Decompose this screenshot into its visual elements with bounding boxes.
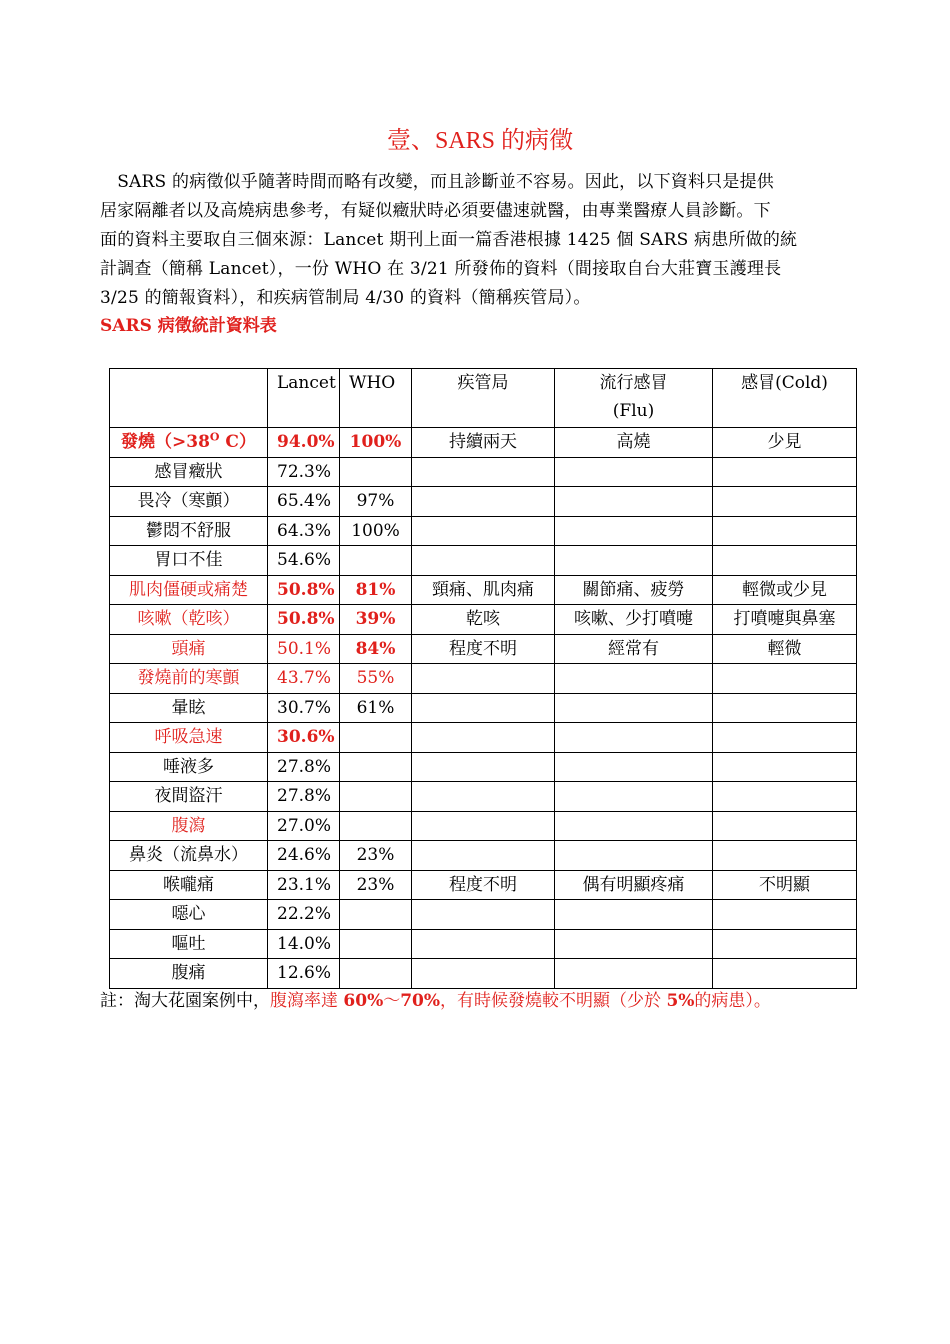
cold-cell — [713, 546, 857, 576]
cdc-cell — [412, 752, 555, 782]
flu-cell: 經常有 — [555, 634, 713, 664]
header-flu — [555, 369, 713, 428]
header-cdc: 疾管局 — [412, 369, 555, 428]
who-cell — [340, 782, 412, 812]
symptom-cell — [110, 428, 268, 458]
symptom-cell: 腹痛 — [110, 959, 268, 989]
cdc-cell — [412, 664, 555, 694]
cold-cell — [713, 841, 857, 871]
flu-cell — [555, 516, 713, 546]
symptom-cell: 頭痛 — [110, 634, 268, 664]
paragraph-line: 面的資料主要取自三個來源：Lancet 期刊上面一篇香港根據 1425 個 SARS 病患所做的統 — [100, 230, 798, 250]
flu-cell: 高燒 — [555, 428, 713, 458]
note-highlight-f: 5% — [666, 991, 695, 1011]
who-cell: 97% — [340, 487, 412, 517]
cdc-cell — [412, 900, 555, 930]
cdc-cell — [412, 457, 555, 487]
symptom-cell: 暈眩 — [110, 693, 268, 723]
note-highlight-b: 60% — [343, 991, 384, 1011]
lancet-cell: 14.0% — [268, 929, 340, 959]
flu-cell — [555, 929, 713, 959]
degree-superscript: O — [209, 430, 220, 444]
who-cell — [340, 959, 412, 989]
cdc-cell — [412, 841, 555, 871]
cold-cell — [713, 900, 857, 930]
cold-cell: 輕微或少見 — [713, 575, 857, 605]
lancet-cell: 50.8% — [268, 605, 340, 635]
header-lancet: Lancet — [268, 369, 340, 428]
lancet-cell: 27.8% — [268, 752, 340, 782]
note-highlight-c: ～ — [383, 991, 401, 1011]
symptom-cell: 咳嗽（乾咳） — [110, 605, 268, 635]
lancet-cell: 27.0% — [268, 811, 340, 841]
page-title: 壹、SARS 的病徵 — [386, 128, 574, 154]
who-cell: 61% — [340, 693, 412, 723]
symptom-cell: 夜間盜汗 — [110, 782, 268, 812]
header-flu-sub: (Flu) — [612, 401, 655, 421]
cold-cell — [713, 457, 857, 487]
who-cell: 84% — [340, 634, 412, 664]
cold-cell: 輕微 — [713, 634, 857, 664]
who-cell: 23% — [340, 870, 412, 900]
table-title: SARS 病徵統計資料表 — [100, 316, 277, 336]
flu-cell — [555, 900, 713, 930]
lancet-cell: 23.1% — [268, 870, 340, 900]
symptom-text: 發燒（>38 — [121, 432, 210, 452]
symptom-cell: 喉嚨痛 — [110, 870, 268, 900]
lancet-cell: 94.0% — [268, 428, 340, 458]
cold-cell — [713, 664, 857, 694]
who-cell: 55% — [340, 664, 412, 694]
cold-cell — [713, 516, 857, 546]
symptom-cell: 唾液多 — [110, 752, 268, 782]
symptom-cell: 鼻炎（流鼻水） — [110, 841, 268, 871]
note-highlight-e: ，有時候發燒較不明顯（少於 — [440, 991, 667, 1011]
table-row — [110, 634, 857, 664]
lancet-cell: 64.3% — [268, 516, 340, 546]
cold-cell — [713, 723, 857, 753]
table-row — [110, 664, 857, 694]
paragraph-line: 居家隔離者以及高燒病患參考，有疑似癥狀時必須要儘速就醫，由專業醫療人員診斷。下 — [100, 201, 771, 221]
who-cell — [340, 929, 412, 959]
cdc-cell — [412, 693, 555, 723]
table-row — [110, 487, 857, 517]
cdc-cell — [412, 516, 555, 546]
lancet-cell: 12.6% — [268, 959, 340, 989]
cold-cell: 打噴嚏與鼻塞 — [713, 605, 857, 635]
lancet-cell: 30.7% — [268, 693, 340, 723]
who-cell — [340, 811, 412, 841]
symptom-table — [109, 368, 857, 989]
who-cell: 39% — [340, 605, 412, 635]
table-row — [110, 723, 857, 753]
paragraph-line: 3/25 的簡報資料），和疾病管制局 4/30 的資料（簡稱疾管局）。 — [100, 288, 591, 308]
table-row — [110, 959, 857, 989]
flu-cell — [555, 959, 713, 989]
cold-cell: 不明顯 — [713, 870, 857, 900]
cold-cell — [713, 811, 857, 841]
who-cell: 81% — [340, 575, 412, 605]
lancet-cell: 54.6% — [268, 546, 340, 576]
cold-cell — [713, 487, 857, 517]
lancet-cell: 72.3% — [268, 457, 340, 487]
cdc-cell — [412, 929, 555, 959]
symptom-cell: 腹瀉 — [110, 811, 268, 841]
cdc-cell: 程度不明 — [412, 634, 555, 664]
flu-cell — [555, 487, 713, 517]
table-row — [110, 516, 857, 546]
lancet-cell: 50.8% — [268, 575, 340, 605]
cdc-cell — [412, 782, 555, 812]
who-cell: 100% — [340, 516, 412, 546]
intro-paragraph — [100, 168, 852, 313]
footnote — [100, 987, 771, 1015]
cdc-cell — [412, 811, 555, 841]
lancet-cell: 50.1% — [268, 634, 340, 664]
cdc-cell: 程度不明 — [412, 870, 555, 900]
cdc-cell — [412, 723, 555, 753]
flu-cell: 關節痛、疲勞 — [555, 575, 713, 605]
cdc-cell: 持續兩天 — [412, 428, 555, 458]
symptom-cell: 畏冷（寒顫） — [110, 487, 268, 517]
cold-cell — [713, 959, 857, 989]
lancet-cell: 27.8% — [268, 782, 340, 812]
flu-cell — [555, 811, 713, 841]
symptom-text-tail: C） — [219, 432, 256, 452]
header-empty — [110, 369, 268, 428]
lancet-cell: 22.2% — [268, 900, 340, 930]
table-row — [110, 841, 857, 871]
table-row — [110, 752, 857, 782]
table-row — [110, 782, 857, 812]
cdc-cell — [412, 959, 555, 989]
cold-cell: 少見 — [713, 428, 857, 458]
cdc-cell — [412, 546, 555, 576]
table-header-row — [110, 369, 857, 428]
table-row — [110, 811, 857, 841]
flu-cell: 咳嗽、少打噴嚏 — [555, 605, 713, 635]
note-highlight-a: 腹瀉率達 — [270, 991, 344, 1011]
symptom-cell: 呼吸急速 — [110, 723, 268, 753]
lancet-cell: 24.6% — [268, 841, 340, 871]
flu-cell — [555, 782, 713, 812]
who-cell — [340, 723, 412, 753]
cold-cell — [713, 929, 857, 959]
symptom-cell: 發燒前的寒顫 — [110, 664, 268, 694]
paragraph-line: 計調查（簡稱 Lancet），一份 WHO 在 3/21 所發佈的資料（間接取自台大莊寶玉護理長 — [100, 259, 782, 279]
cdc-cell — [412, 487, 555, 517]
table-row — [110, 605, 857, 635]
who-cell — [340, 900, 412, 930]
header-cold: 感冒(Cold) — [713, 369, 857, 428]
flu-cell — [555, 546, 713, 576]
flu-cell — [555, 457, 713, 487]
lancet-cell: 65.4% — [268, 487, 340, 517]
table-row — [110, 428, 857, 458]
flu-cell — [555, 664, 713, 694]
who-cell — [340, 752, 412, 782]
note-highlight-g: 的病患）。 — [694, 991, 771, 1011]
header-who: WHO — [340, 369, 412, 428]
flu-cell: 偶有明顯疼痛 — [555, 870, 713, 900]
table-row — [110, 457, 857, 487]
lancet-cell: 30.6% — [268, 723, 340, 753]
lancet-cell: 43.7% — [268, 664, 340, 694]
header-flu-label: 流行感冒 — [599, 373, 668, 393]
note-highlight-d: 70% — [400, 991, 441, 1011]
who-cell: 100% — [340, 428, 412, 458]
table-row — [110, 870, 857, 900]
symptom-cell: 鬱悶不舒服 — [110, 516, 268, 546]
cdc-cell: 乾咳 — [412, 605, 555, 635]
cdc-cell: 頸痛、肌肉痛 — [412, 575, 555, 605]
symptom-cell: 感冒癥狀 — [110, 457, 268, 487]
table-row — [110, 929, 857, 959]
who-cell — [340, 457, 412, 487]
table-row — [110, 546, 857, 576]
symptom-cell: 肌肉僵硬或痛楚 — [110, 575, 268, 605]
paragraph-line: SARS 的病徵似乎隨著時間而略有改變，而且診斷並不容易。因此，以下資料只是提供 — [100, 172, 774, 192]
flu-cell — [555, 752, 713, 782]
flu-cell — [555, 723, 713, 753]
cold-cell — [713, 782, 857, 812]
table-row — [110, 575, 857, 605]
symptom-cell: 嘔吐 — [110, 929, 268, 959]
who-cell — [340, 546, 412, 576]
table-row — [110, 900, 857, 930]
cold-cell — [713, 752, 857, 782]
who-cell: 23% — [340, 841, 412, 871]
table-row — [110, 693, 857, 723]
note-prefix: 註：淘大花園案例中， — [100, 991, 270, 1011]
flu-cell — [555, 841, 713, 871]
flu-cell — [555, 693, 713, 723]
cold-cell — [713, 693, 857, 723]
symptom-cell: 噁心 — [110, 900, 268, 930]
symptom-cell: 胃口不佳 — [110, 546, 268, 576]
